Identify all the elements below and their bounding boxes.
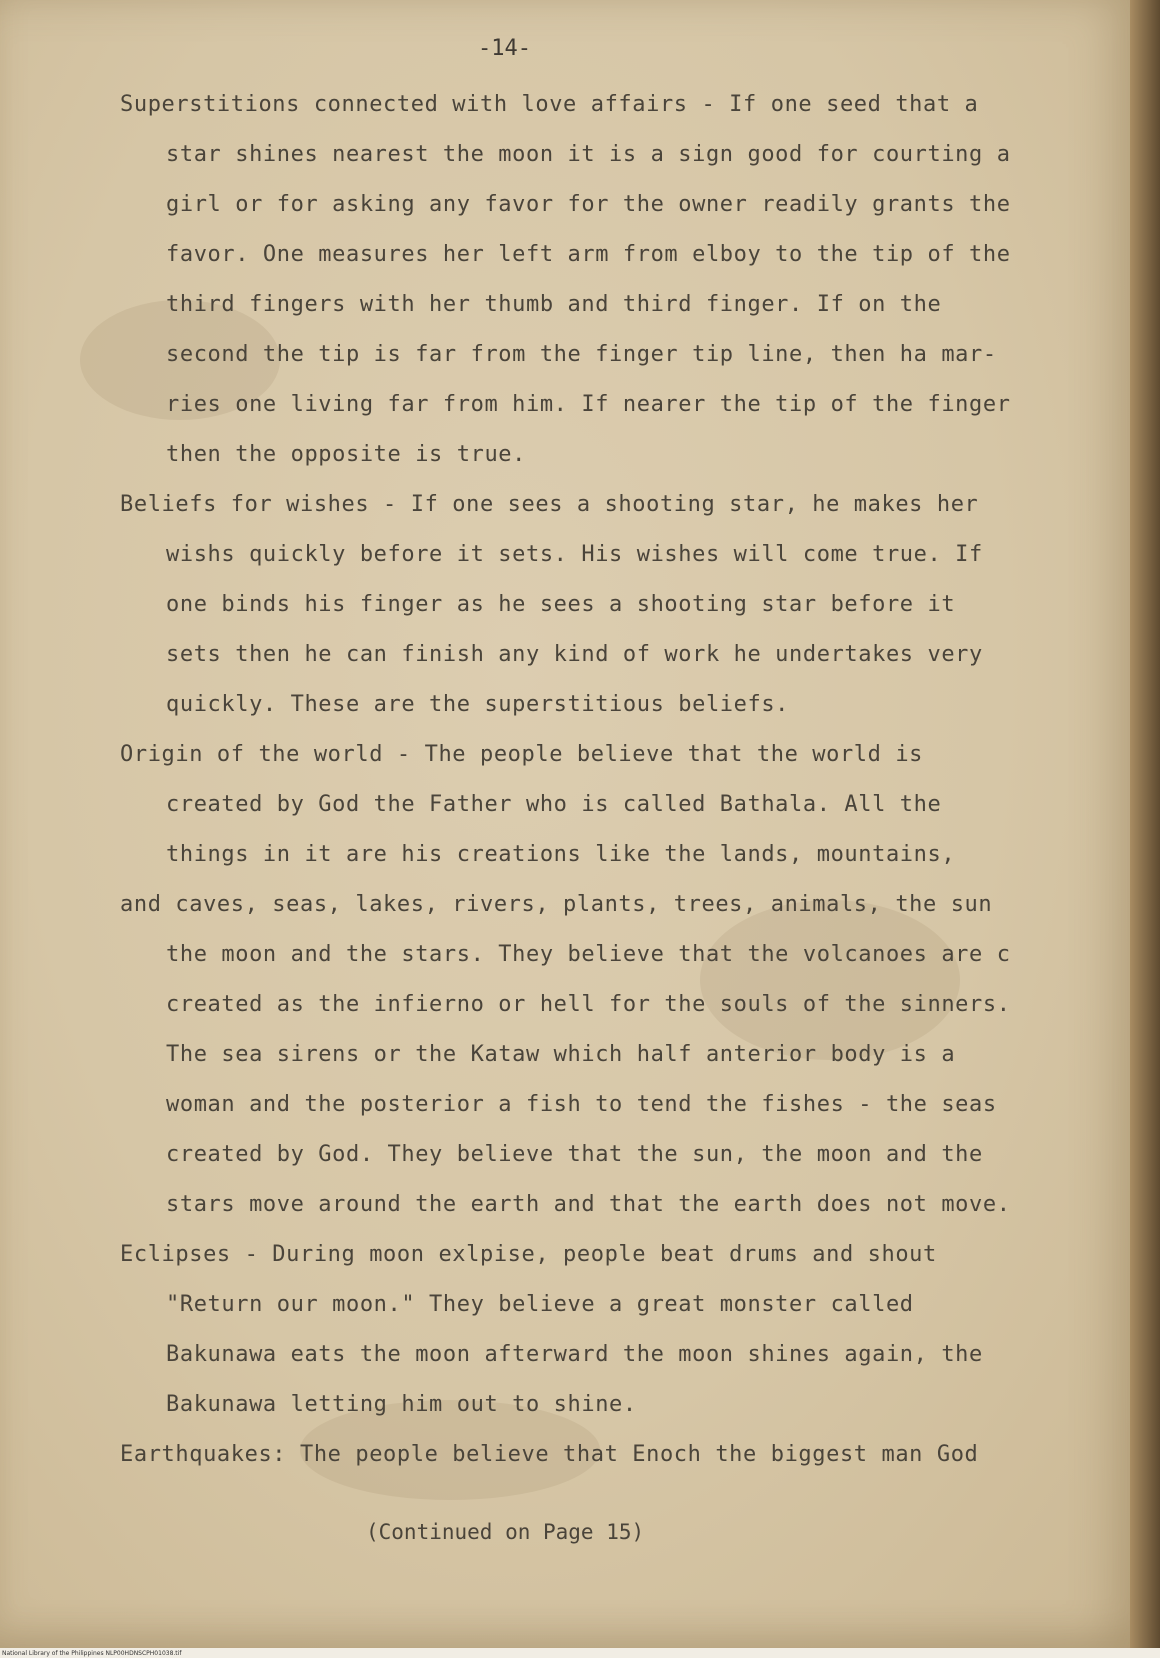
text-line: created by God. They believe that the sun, the moon and the (166, 1142, 983, 1167)
text-line: third fingers with her thumb and third finger. If on the (166, 292, 942, 317)
text-line: wishs quickly before it sets. His wishes will come true. If (166, 542, 983, 567)
text-line: sets then he can finish any kind of work he undertakes very (166, 642, 983, 667)
text-line: one binds his finger as he sees a shooting star before it (166, 592, 956, 617)
text-line: Bakunawa eats the moon afterward the moon shines again, the (166, 1342, 983, 1367)
text-line: created by God the Father who is called Bathala. All the (166, 792, 942, 817)
footer-credit: National Library of the Philippines NLP00HDNSCPH01038.tif (2, 1650, 182, 1657)
text-line: the moon and the stars. They believe that the volcanoes are c (166, 942, 1011, 967)
text-line: stars move around the earth and that the earth does not move. (166, 1192, 1011, 1217)
text-line: created as the infierno or hell for the souls of the sinners. (166, 992, 1011, 1017)
text-line: ries one living far from him. If nearer the tip of the finger (166, 392, 1011, 417)
typed-body-text (120, 80, 1080, 1480)
text-line: things in it are his creations like the lands, mountains, (166, 842, 956, 867)
text-line: and caves, seas, lakes, rivers, plants, trees, animals, the sun (120, 892, 993, 917)
text-line: "Return our moon." They believe a great monster called (166, 1292, 914, 1317)
text-line: quickly. These are the superstitious beliefs. (166, 692, 790, 717)
continued-note: (Continued on Page 15) (366, 1520, 645, 1544)
text-line: woman and the posterior a fish to tend the fishes - the seas (166, 1092, 997, 1117)
text-line: favor. One measures her left arm from elboy to the tip of the (166, 242, 1011, 267)
page-edge (1130, 0, 1160, 1658)
text-line: Eclipses - During moon exlpise, people beat drums and shout (120, 1242, 937, 1267)
text-line: Origin of the world - The people believe that the world is (120, 742, 924, 767)
scan-footer-strip (0, 1648, 1160, 1658)
text-line: Earthquakes: The people believe that Enoch the biggest man God (120, 1442, 979, 1467)
text-line: then the opposite is true. (166, 442, 526, 467)
text-line: The sea sirens or the Kataw which half anterior body is a (166, 1042, 956, 1067)
text-line: Superstitions connected with love affairs - If one seed that a (120, 92, 979, 117)
text-line: Bakunawa letting him out to shine. (166, 1392, 637, 1417)
text-line: girl or for asking any favor for the owner readily grants the (166, 192, 1011, 217)
text-line: second the tip is far from the finger tip line, then ha mar- (166, 342, 997, 367)
text-line: Beliefs for wishes - If one sees a shooting star, he makes her (120, 492, 979, 517)
text-line: star shines nearest the moon it is a sign good for courting a (166, 142, 1011, 167)
page-number: -14- (478, 36, 531, 61)
